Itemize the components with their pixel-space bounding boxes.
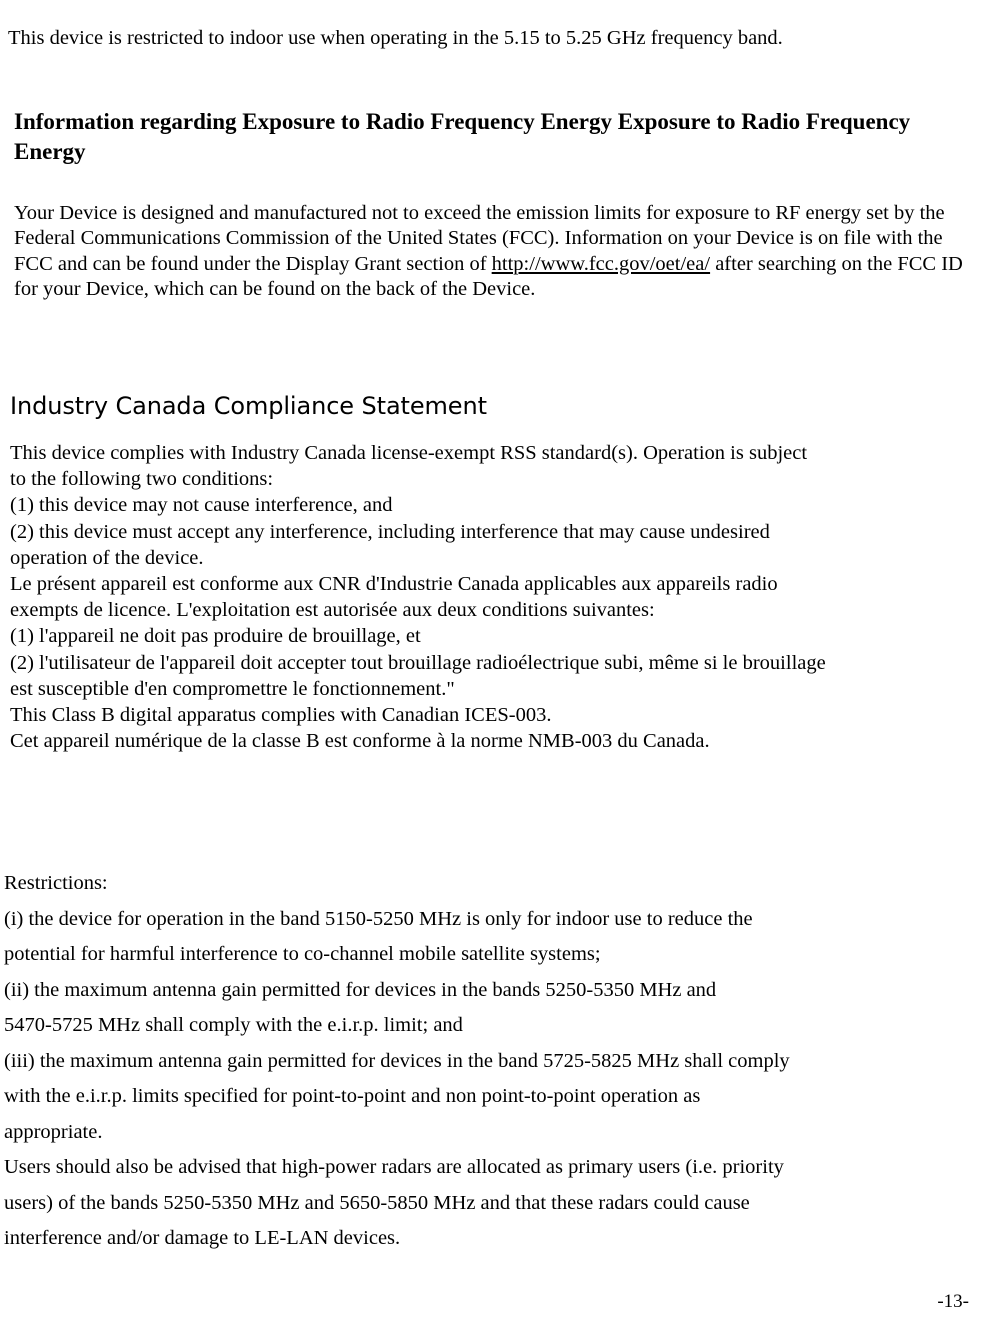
rf-exposure-paragraph [14, 201, 966, 303]
ic-line: (2) l'utilisateur de l'appareil doit accepter tout brouillage radioélectrique subi, même si le brouillage [10, 651, 826, 674]
ic-line: to the following two conditions: [10, 468, 274, 491]
restrictions-line: with the e.i.r.p. limits specified for point-to-point and non point-to-point operation as [4, 1085, 701, 1107]
ic-line: This Class B digital apparatus complies with Canadian ICES-003. [10, 704, 552, 727]
restrictions-line: (i) the device for operation in the band 5150-5250 MHz is only for indoor use to reduce the [4, 907, 753, 930]
ic-line: exempts de licence. L'exploitation est autorisée aux deux conditions suivantes: [10, 599, 655, 622]
ic-line: Cet appareil numérique de la classe B est conforme à la norme NMB-003 du Canada. [10, 730, 710, 753]
restrictions-line: Users should also be advised that high-power radars are allocated as primary users (i.e. priority [4, 1156, 784, 1178]
rf-paragraph-text-after-link: after searching on the FCC ID for your Device, which can be found on the back of the Device. [14, 252, 963, 300]
ic-line: (1) this device may not cause interference, and [10, 494, 393, 517]
restrictions-line: appropriate. [4, 1120, 103, 1143]
restrictions-statement [4, 866, 979, 1257]
page-number: -13- [937, 1291, 969, 1312]
ic-line: (1) l'appareil ne doit pas produire de brouillage, et [10, 625, 421, 648]
rf-exposure-heading: Information regarding Exposure to Radio Frequency Energy Exposure to Radio Frequency Energy [14, 109, 911, 165]
restrictions-line: users) of the bands 5250-5350 MHz and 5650-5850 MHz and that these radars could cause [4, 1191, 750, 1214]
ic-line: operation of the device. [10, 546, 204, 569]
restrictions-line: 5470-5725 MHz shall comply with the e.i.r.p. limit; and [4, 1014, 463, 1036]
ic-line: (2) this device must accept any interference, including interference that may cause undesired [10, 520, 770, 543]
restrictions-line: Restrictions: [4, 872, 108, 894]
fcc-oet-ea-link[interactable]: http://www.fcc.gov/oet/ea/ [491, 252, 711, 275]
restrictions-line: potential for harmful interference to co-channel mobile satellite systems; [4, 943, 601, 965]
industry-canada-heading: Industry Canada Compliance Statement [10, 391, 487, 420]
indoor-use-notice: This device is restricted to indoor use when operating in the 5.15 to 5.25 GHz frequency band. [8, 26, 783, 49]
industry-canada-statement [10, 440, 985, 754]
ic-line: Le présent appareil est conforme aux CNR d'Industrie Canada applicables aux appareils radio [10, 573, 778, 596]
restrictions-line: (ii) the maximum antenna gain permitted for devices in the bands 5250-5350 MHz and [4, 978, 717, 1001]
restrictions-line: (iii) the maximum antenna gain permitted for devices in the band 5725-5825 MHz shall comply [4, 1049, 790, 1072]
ic-line: This device complies with Industry Canada license-exempt RSS standard(s). Operation is subject [10, 442, 808, 464]
restrictions-line: interference and/or damage to LE-LAN devices. [4, 1227, 401, 1249]
ic-line: est susceptible d'en compromettre le fonctionnement." [10, 677, 455, 700]
rf-paragraph-text-before-link: Your Device is designed and manufactured not to exceed the emission limits for exposure to RF energy set by the Federal Communications Commission of the United States (FCC). Information on your Device is on file with the FCC and can be found under the Display Grant section of [14, 201, 945, 275]
